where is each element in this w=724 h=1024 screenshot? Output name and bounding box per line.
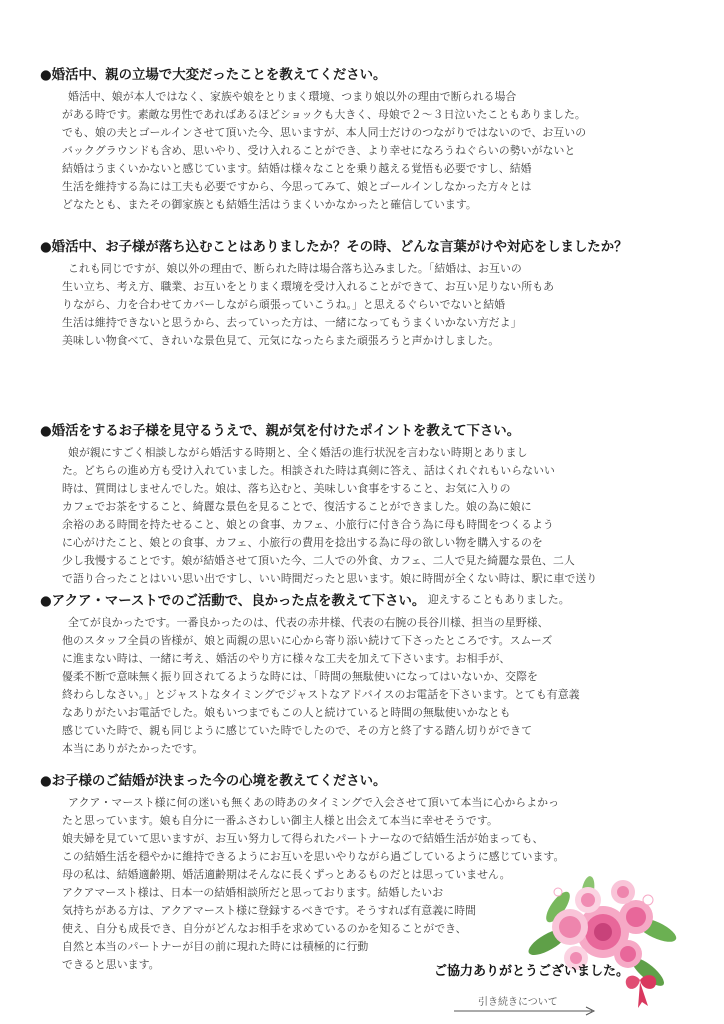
- answer-line: 全てが良かったです。一番良かったのは、代表の赤井様、代表の右腕の長谷川様、担当の星野様、: [68, 616, 549, 629]
- answer-line: でも、娘の夫とゴールインさせて頂いた今、思いますが、本人同士だけのつながりではないので、お互いの: [62, 126, 587, 139]
- answer-line: どなたとも、またその御家族とも結婚生活はうまくいかなかったと確信しています。: [62, 198, 477, 211]
- question-heading: [40, 594, 700, 610]
- answer-line: 娘が親にすごく相談しながら婚活する時期と、全く婚活の進行状況を言わない時期とありまし: [68, 446, 528, 459]
- answer-line: 優柔不断で意味無く振り回されてるような時には、「時間の無駄使いになってはいないか、交際を: [62, 670, 538, 683]
- flower-bouquet-icon: [528, 872, 678, 1012]
- answer-line: 少し我慢することです。娘が結婚させて頂いた今、二人での外食、カフェ、二人で見た綺麗な景色、二人: [62, 554, 575, 567]
- question-heading: ●婚活中、お子様が落ち込むことはありましたか？その時、どんな言葉がけや対応をしましたか？: [40, 240, 628, 255]
- handwritten-answer: [62, 88, 712, 214]
- answer-line: りながら、力を合わせてカバーしながら頑張っていこうね。」と思えるぐらいでないと結婚: [62, 298, 506, 311]
- section-parent-points: [40, 424, 700, 588]
- answer-line: に進まない時は、一緒に考え、婚活のやり方に様々な工夫を加えて下さいます。お相手が、: [62, 652, 511, 665]
- question-heading-text: ●アクア・マーストでのご活動で、良かった点を教えて下さい。: [40, 594, 426, 609]
- answer-line: 自然と本当のパートナーが目の前に現れた時には積極的に行動: [62, 940, 369, 953]
- answer-line: た。どちらの進め方も受け入れていました。相談された時は真剣に答え、話はくれぐれもいらないい: [62, 464, 555, 477]
- answer-line: 余裕のある時間を持たせること、娘との食事、カフェ、小旅行に付き合う為に母も時間をつくるよう: [62, 518, 554, 531]
- answer-line: 美味しい物食べて、きれいな景色見て、元気になったらまた頑張ろうと声かけしました。: [62, 334, 500, 347]
- handwritten-answer: [62, 260, 712, 350]
- answer-line: 他のスタッフ全員の皆様が、娘と両親の思いに心から寄り添い続けて下さったところです。スムーズ: [62, 634, 553, 647]
- question-heading: ●お子様のご結婚が決まった今の心境を教えてください。: [40, 774, 387, 789]
- answer-line: 使え、自分も成長でき、自分がどんなお相手を求めているのかを知ることができ、: [62, 922, 467, 935]
- section-child-feeling-down: [40, 240, 700, 350]
- arrow-right-icon: [452, 1006, 602, 1016]
- answer-continuation: 迎えすることもありました。: [428, 593, 570, 606]
- bouquet-ribbon: [626, 975, 656, 1008]
- answer-line: 娘夫婦を見ていて思いますが、お互い努力して得られたパートナーなので結婚生活が始まっても、: [62, 832, 544, 845]
- section-aqua-marst-good-points: [40, 594, 700, 758]
- answer-line: この結婚生活を穏やかに維持できるようにお互いを思いやりながら過ごしているように感じています。: [62, 850, 565, 863]
- question-heading: ●婚活中、親の立場で大変だったことを教えてください。: [40, 68, 387, 83]
- section-parent-difficulty: [40, 68, 700, 214]
- thank-you-message: ご協力ありがとうございました。: [434, 964, 630, 979]
- answer-line: 気持ちがある方は、アクアマースト様に登録するべきです。そうすれば有意義に時間: [62, 904, 477, 917]
- answer-line: 結婚はうまくいかないと感じています。結婚は様々なことを乗り越える覚悟も必要ですし、結婚: [62, 162, 532, 175]
- answer-line: 生い立ち、考え方、職業、お互いをとりまく環境を受け入れることができて、お互い足りない所もあ: [62, 280, 555, 293]
- answer-line: で語り合ったことはいい思い出ですし、いい時間だったと思います。娘に時間が全くない時は、駅に車で送り: [62, 572, 598, 585]
- answer-line: なありがたいお電話でした。娘もいつまでもこの人と続けていると時間の無駄使いかなとも: [62, 706, 511, 719]
- answer-line: 本当にありがたかったです。: [62, 742, 204, 755]
- answer-line: 母の私は、結婚適齢期、婚活適齢期はそんなに長くずっとあるものだとは思っていません。: [62, 868, 511, 881]
- answer-line: 婚活中、娘が本人ではなく、家族や娘をとりまく環境、つまり娘以外の理由で断られる場合: [68, 90, 517, 103]
- answer-line: に心がけたこと、娘との食事、カフェ、小旅行の費用を捻出する為に母の欲しい物を購入するのを: [62, 536, 543, 549]
- question-heading: ●婚活をするお子様を見守るうえで、親が気を付けたポイントを教えて下さい。: [40, 424, 521, 439]
- answer-line: 感じていた時で、親も同じように感じていた時でしたので、その方と終了する踏ん切りができて: [62, 724, 533, 737]
- answer-line: 時は、質問はしませんでした。娘は、落ち込むと、美味しい食事をすること、お気に入りの: [62, 482, 511, 495]
- answer-line: できると思います。: [62, 958, 160, 971]
- answer-line: これも同じですが、娘以外の理由で、断られた時は場合落ち込みました。「結婚は、お互いの: [68, 262, 522, 275]
- answer-line: がある時です。素敵な男性であればあるほどショックも大きく、母娘で２〜３日泣いたこともありました。: [62, 108, 586, 121]
- answer-line: 終わらしなさい。」とジャストなタイミングでジャストなアドバイスのお電話を下さいます。とても有意義: [62, 688, 580, 701]
- answer-line: 生活は維持できないと思うから、去っていった方は、一緒になってもうまくいかない方だよ」: [62, 316, 522, 329]
- answer-line: カフェでお茶をすること、綺麗な景色を見ることで、復活することができました。娘の為に娘に: [62, 500, 532, 513]
- handwritten-answer: [62, 444, 712, 588]
- handwritten-answer: [62, 614, 712, 758]
- answer-line: アクアマースト様は、日本一の結婚相談所だと思っております。結婚したいお: [62, 886, 444, 899]
- overleaf-note: 引き続きについて: [478, 997, 558, 1008]
- answer-line: たと思っています。娘も自分に一番ふさわしい御主人様と出会えて本当に幸せそうです。: [62, 814, 498, 827]
- answer-line: バックグラウンドも含め、思いやり、受け入れることができ、より幸せになろうねぐらいの勢いがないと: [62, 144, 576, 157]
- answer-line: アクア・マースト様に何の迷いも無くあの時あのタイミングで入会させて頂いて本当に心からよかっ: [68, 796, 560, 809]
- answer-line: 生活を維持する為には工夫も必要ですから、今思ってみて、娘とゴールインしなかった方々とは: [62, 180, 532, 193]
